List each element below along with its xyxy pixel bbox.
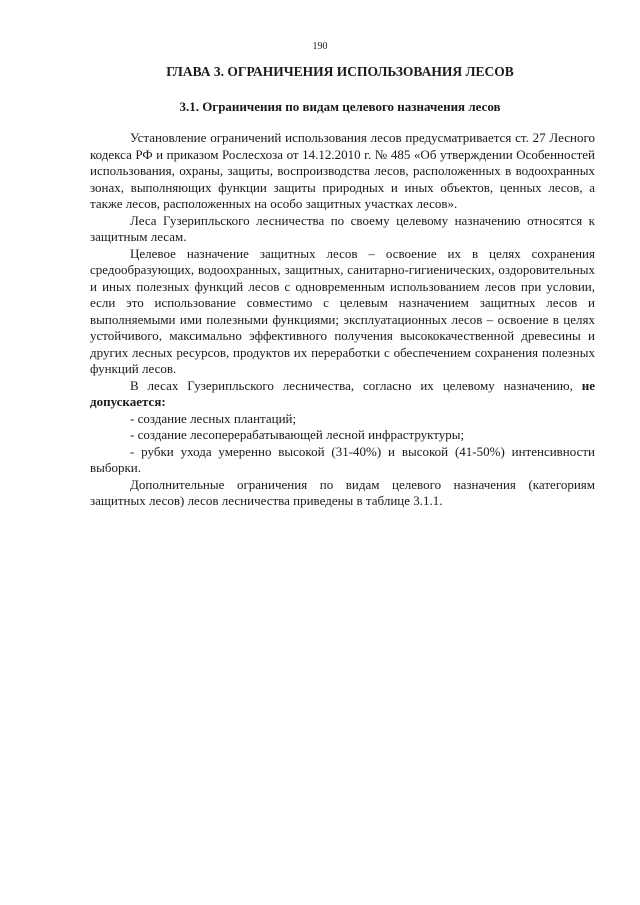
page-number: 190 [312,41,328,52]
restriction-bold-text: не допускается: [90,377,596,409]
paragraph-forest-category: Леса Гузерипльского лесничества по своему целевому назначению относятся к защитным лесам. [90,212,595,244]
restriction-intro-text: В лесах Гузерипльского лесничества, согласно их целевому назначению, [130,377,573,393]
section-title: 3.1. Ограничения по видам целевого назначения лесов [179,99,501,114]
restriction-item-infrastructure: - создание лесоперерабатывающей лесной инфраструктуры; [130,427,465,442]
body-text [90,130,595,510]
restriction-item-thinning: - рубки ухода умеренно высокой (31-40%) и высокой (41-50%) интенсивности выборки. [90,443,595,475]
chapter-title: ГЛАВА 3. ОГРАНИЧЕНИЯ ИСПОЛЬЗОВАНИЯ ЛЕСОВ [166,64,514,79]
paragraph-closing: Дополнительные ограничения по видам целевого назначения (категориям защитных лесов) лесов лесничества приведены в таблице 3.1.1. [90,476,595,508]
paragraph-purpose-definition: Целевое назначение защитных лесов – освоение их в целях сохранения средообразующих, водоохранных, защитных, санитарно-гигиенических, оздоровительных и иных полезных функций лесов с одновременным использованием лесов при условии, если это использование совместимо с целевым назначением защитных лесов и выполняемыми ими полезными функциями; эксплуатационных лесов – освоение в целях устойчивого, максимально эффективного получения высококачественной древесины и других лесных ресурсов, продуктов их переработки с обеспечением сохранения полезных функций лесов. [90,245,595,376]
restriction-item-plantations: - создание лесных плантаций; [130,410,297,426]
paragraph-legal-basis: Установление ограничений использования лесов предусматривается ст. 27 Лесного кодекса РФ и приказом Рослесхоза от 14.12.2010 г. № 485 «Об утверждении Особенностей использования, охраны, защиты, воспроизводства лесов, расположенных в водоохранных зонах, выполняющих функции защиты природных и иных объектов, ценных лесов, а также лесов, расположенных на особо защитных участках лесов». [90,130,595,211]
paragraph-restriction-intro [90,378,595,411]
